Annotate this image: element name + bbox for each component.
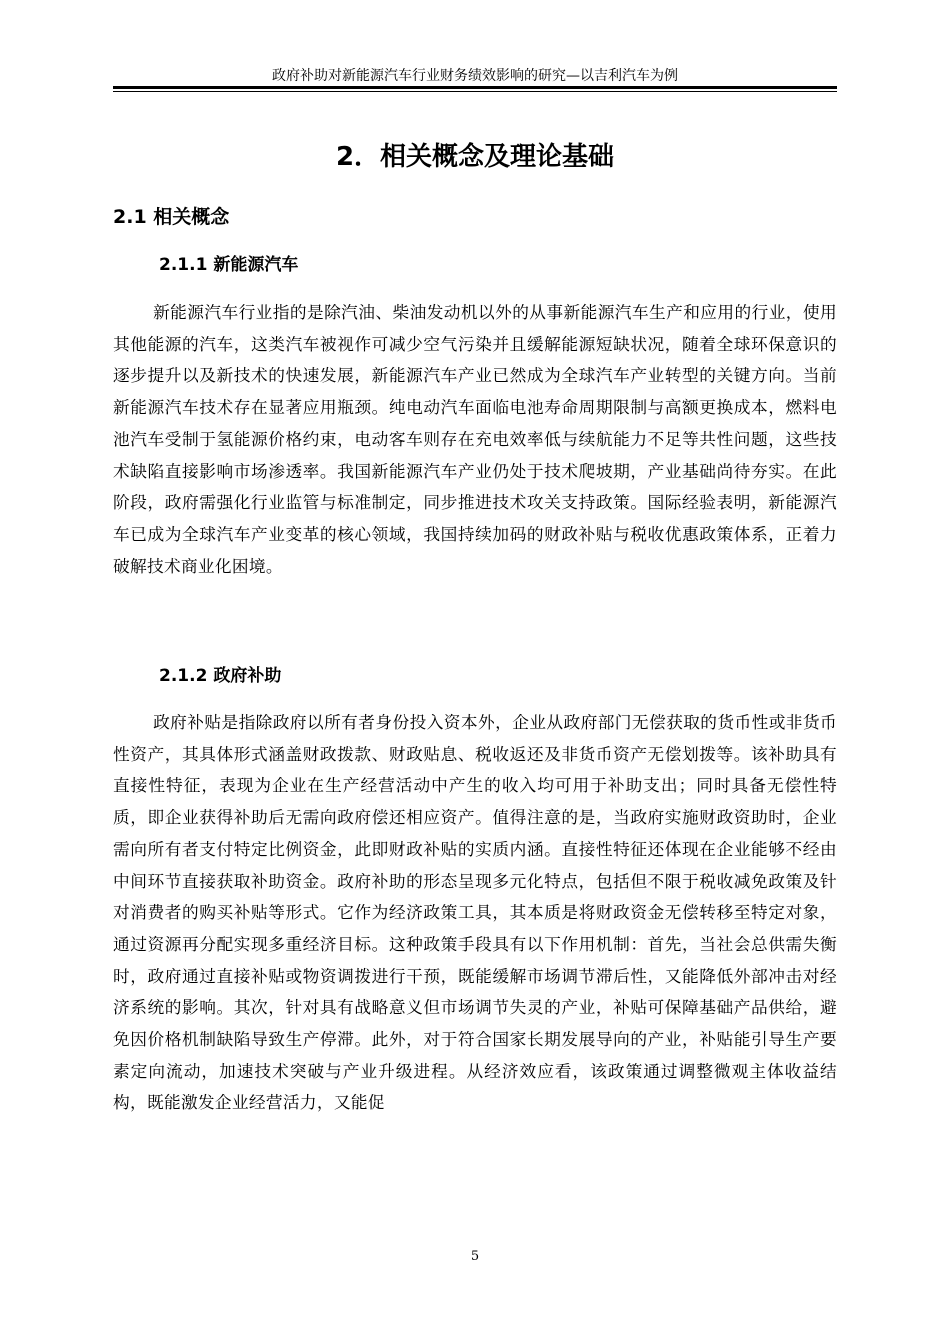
running-header: 政府补助对新能源汽车行业财务绩效影响的研究—以吉利汽车为例 <box>272 68 678 84</box>
subsection-heading-new-energy-vehicles: 2.1.1 新能源汽车 <box>159 255 299 275</box>
subsection-heading-government-subsidy: 2.1.2 政府补助 <box>159 666 282 686</box>
chapter-title: 2．相关概念及理论基础 <box>335 142 615 172</box>
section-heading: 2.1 相关概念 <box>113 206 230 228</box>
header-rule-thin <box>113 91 837 92</box>
header-rule-thick <box>113 86 837 89</box>
page-number: 5 <box>470 1249 480 1264</box>
paragraph-new-energy-vehicles: 新能源汽车行业指的是除汽油、柴油发动机以外的从事新能源汽车生产和应用的行业，使用其他能源的汽车，这类汽车被视作可减少空气污染并且缓解能源短缺状况，随着全球环保意识的逐步提升以及新技术的快速发展，新能源汽车产业已然成为全球汽车产业转型的关键方向。当前新能源汽车技术存在显著应用瓶颈。纯电动汽车面临电池寿命周期限制与高额更换成本，燃料电池汽车受制于氢能源价格约束，电动客车则存在充电效率低与续航能力不足等共性问题，这些技术缺陷直接影响市场渗透率。我国新能源汽车产业仍处于技术爬坡期，产业基础尚待夯实。在此阶段，政府需强化行业监管与标准制定，同步推进技术攻关支持政策。国际经验表明，新能源汽车已成为全球汽车产业变革的核心领域，我国持续加码的财政补贴与税收优惠政策体系，正着力破解技术商业化困境。 <box>113 302 837 576</box>
paragraph-government-subsidy: 政府补贴是指除政府以所有者身份投入资本外，企业从政府部门无偿获取的货币性或非货币性资产，其具体形式涵盖财政拨款、财政贴息、税收返还及非货币资产无偿划拨等。该补助具有直接性特征，表现为企业在生产经营活动中产生的收入均可用于补助支出；同时具备无偿性特质，即企业获得补助后无需向政府偿还相应资产。值得注意的是，当政府实施财政资助时，企业需向所有者支付特定比例资金，此即财政补贴的实质内涵。直接性特征还体现在企业能够不经由中间环节直接获取补助资金。政府补助的形态呈现多元化特点，包括但不限于税收减免政策及针对消费者的购买补贴等形式。它作为经济政策工具，其本质是将财政资金无偿转移至特定对象，通过资源再分配实现多重经济目标。这种政策手段具有以下作用机制：首先，当社会总供需失衡时，政府通过直接补贴或物资调拨进行干预，既能缓解市场调节滞后性，又能降低外部冲击对经济系统的影响。其次，针对具有战略意义但市场调节失灵的产业，补贴可保障基础产品供给，避免因价格机制缺陷导致生产停滞。此外，对于符合国家长期发展导向的产业，补贴能引导生产要素定向流动，加速技术突破与产业升级进程。从经济效应看，该政策通过调整微观主体收益结构，既能激发企业经营活力，又能促 <box>113 712 837 1113</box>
